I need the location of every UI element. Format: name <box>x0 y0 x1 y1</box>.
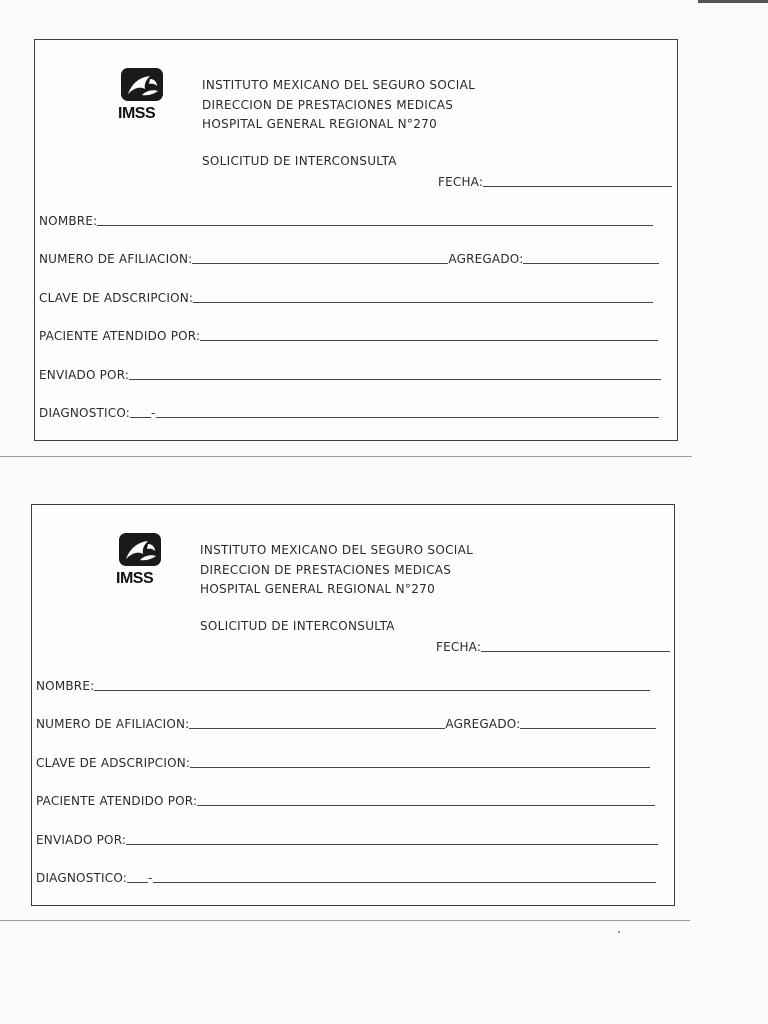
agregado-line[interactable] <box>523 263 659 264</box>
header-line: INSTITUTO MEXICANO DEL SEGURO SOCIAL <box>200 543 474 557</box>
clave-line[interactable] <box>193 302 653 303</box>
diagnostico-field[interactable] <box>36 869 656 885</box>
afiliacion-line[interactable] <box>192 263 448 264</box>
afiliacion-line[interactable] <box>189 728 445 729</box>
paciente-field[interactable] <box>36 792 655 808</box>
paciente-line[interactable] <box>200 340 658 341</box>
clave-field[interactable] <box>36 754 650 770</box>
cut-line <box>0 456 692 457</box>
enviado-field[interactable] <box>39 366 661 382</box>
fecha-label: FECHA: <box>436 640 482 654</box>
clave-label: CLAVE DE ADSCRIPCION: <box>36 756 191 770</box>
scan-speck <box>618 931 620 933</box>
nombre-field[interactable] <box>36 677 650 693</box>
nombre-line[interactable] <box>97 225 653 226</box>
institution-header <box>200 541 473 600</box>
fecha-label: FECHA: <box>438 175 484 189</box>
afiliacion-label: NUMERO DE AFILIACION: <box>36 717 190 731</box>
fecha-line[interactable] <box>483 186 672 187</box>
agregado-label: AGREGADO: <box>448 252 524 266</box>
fecha-line[interactable] <box>481 651 670 652</box>
afiliacion-field[interactable] <box>39 250 659 266</box>
logo-text: IMSS <box>118 105 156 122</box>
imss-logo <box>118 67 168 122</box>
fecha-field[interactable] <box>438 173 672 189</box>
diagnostico-code-line[interactable] <box>130 417 151 418</box>
agregado-label: AGREGADO: <box>445 717 521 731</box>
imss-emblem-icon <box>120 67 164 102</box>
diagnostico-line[interactable] <box>153 882 656 883</box>
header-line: DIRECCION DE PRESTACIONES MEDICAS <box>200 562 452 577</box>
form-subject: SOLICITUD DE INTERCONSULTA <box>200 619 395 633</box>
afiliacion-field[interactable] <box>36 715 656 731</box>
clave-label: CLAVE DE ADSCRIPCION: <box>39 291 194 305</box>
paciente-label: PACIENTE ATENDIDO POR: <box>36 794 198 808</box>
enviado-label: ENVIADO POR: <box>39 368 130 382</box>
enviado-line[interactable] <box>129 379 661 380</box>
fecha-field[interactable] <box>436 638 670 654</box>
nombre-label: NOMBRE: <box>36 679 95 693</box>
header-line: HOSPITAL GENERAL REGIONAL N°270 <box>200 582 436 596</box>
diagnostico-separator: - <box>148 871 153 885</box>
diagnostico-line[interactable] <box>156 417 659 418</box>
afiliacion-label: NUMERO DE AFILIACION: <box>39 252 193 266</box>
form-subject: SOLICITUD DE INTERCONSULTA <box>202 154 397 168</box>
imss-logo <box>116 532 166 587</box>
enviado-field[interactable] <box>36 831 658 847</box>
imss-emblem-icon <box>118 532 162 567</box>
nombre-line[interactable] <box>94 690 650 691</box>
cut-line <box>0 920 690 921</box>
diagnostico-separator: - <box>151 406 156 420</box>
paciente-field[interactable] <box>39 327 658 343</box>
diagnostico-code-line[interactable] <box>127 882 148 883</box>
enviado-line[interactable] <box>126 844 658 845</box>
nombre-label: NOMBRE: <box>39 214 98 228</box>
logo-text: IMSS <box>116 570 154 587</box>
diagnostico-label: DIAGNOSTICO: <box>36 871 128 885</box>
header-line: HOSPITAL GENERAL REGIONAL N°270 <box>202 117 438 131</box>
diagnostico-field[interactable] <box>39 404 659 420</box>
scan-edge-mark <box>698 0 768 3</box>
clave-line[interactable] <box>190 767 650 768</box>
diagnostico-label: DIAGNOSTICO: <box>39 406 131 420</box>
header-line: INSTITUTO MEXICANO DEL SEGURO SOCIAL <box>202 78 476 92</box>
agregado-line[interactable] <box>520 728 656 729</box>
enviado-label: ENVIADO POR: <box>36 833 127 847</box>
nombre-field[interactable] <box>39 212 653 228</box>
clave-field[interactable] <box>39 289 653 305</box>
paciente-label: PACIENTE ATENDIDO POR: <box>39 329 201 343</box>
institution-header <box>202 76 475 135</box>
paciente-line[interactable] <box>197 805 655 806</box>
header-line: DIRECCION DE PRESTACIONES MEDICAS <box>202 97 454 112</box>
